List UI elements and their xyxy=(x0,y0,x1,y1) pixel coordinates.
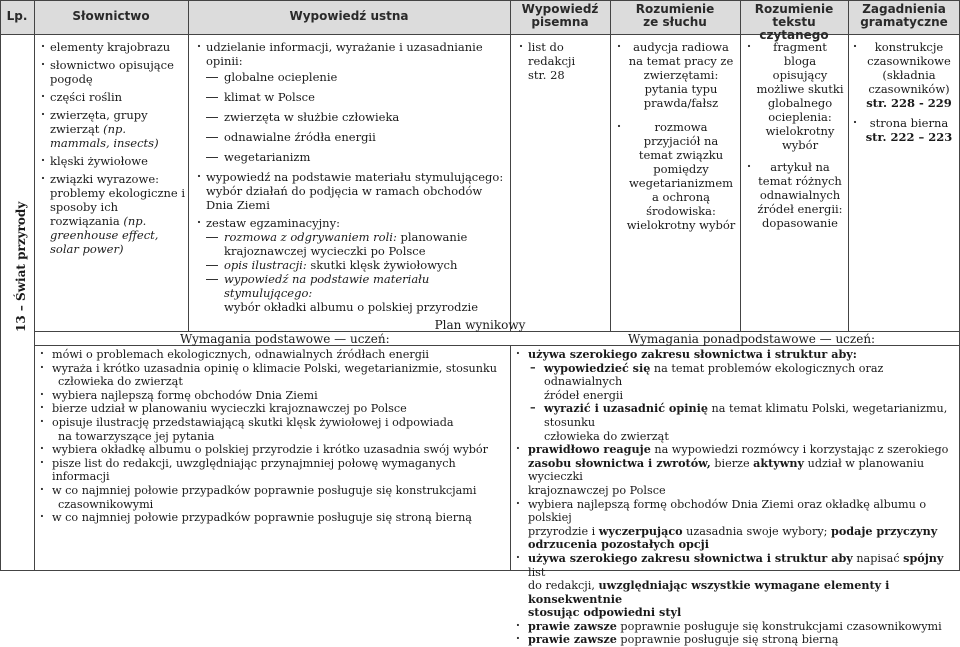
requirement-item: · prawie zawsze poprawnie posługuje się stroną bierną xyxy=(516,633,956,647)
topic-item: globalne ocieplenie xyxy=(202,70,506,84)
plan-title: Plan wynikowy xyxy=(434,318,526,332)
section-title: udzielanie informacji, wyrażanie i uzasadnianie opinii: xyxy=(206,40,483,68)
list-item: · artykuł na temat różnych odnawialnych źródeł energii: dopasowanie xyxy=(746,160,844,230)
requirement-item: człowieka do zwierząt xyxy=(58,375,183,389)
requirement-item: krajoznawczej po Polsce xyxy=(528,483,666,497)
requirement-item: · używa szerokiego zakresu słownictwa i struktur aby napisać spójny list xyxy=(516,552,956,579)
list-item: · słownictwo opisujące pogodę xyxy=(40,58,186,86)
italic-example: (np. greenhouse effect, solar power) xyxy=(50,214,159,256)
list-item: · klęski żywiołowe xyxy=(40,154,186,168)
list-item: · związki wyrazowe: problemy ekologiczne i sposoby ich rozwiązania (np. greenhouse effect, solar power) xyxy=(40,172,186,256)
list-item: · strona bierna str. 222 – 223 xyxy=(852,116,956,144)
list-item: · fragment bloga opisujący możliwe skutki globalnego ocieplenia: wielokrotny wybór xyxy=(746,40,844,152)
requirement-item: · pisze list do redakcji, uwzględniając przynajmniej połowę wymaganych informacji xyxy=(40,457,506,484)
requirement-item: przyrodzie i wyczerpująco uzasadnia swoje wybory; podaje przyczyny xyxy=(528,523,938,538)
topic-item: klimat w Polsce xyxy=(202,90,506,104)
requirement-item: · bierze udział w planowaniu wycieczki krajoznawczej po Polsce xyxy=(40,402,506,416)
exam-task: wypowiedź na podstawie materiału stymulującego: wybór okładki albumu o polskiej przyrodzie xyxy=(202,272,506,314)
requirement-item: źródeł energii xyxy=(544,388,624,402)
section-title: zestaw egzaminacyjny: xyxy=(206,216,340,230)
topic-item: wegetarianizm xyxy=(202,150,506,164)
requirement-item: czasownikowymi xyxy=(58,497,154,511)
grammar-cell xyxy=(852,40,956,148)
advanced-requirements xyxy=(516,348,956,647)
reading-cell xyxy=(746,40,844,234)
basic-requirements xyxy=(40,348,506,525)
requirement-item: odrzucenia pozostałych opcji xyxy=(528,537,709,552)
topic-item: zwierzęta w służbie człowieka xyxy=(202,110,506,124)
requirement-item: · mówi o problemach ekologicznych, odnawialnych źródłach energii xyxy=(40,348,506,362)
header-lp: Lp. xyxy=(6,9,28,23)
list-item: · rozmowa przyjaciół na temat związku pomiędzy wegetarianizmem a ochroną środowiska: wielokrotny wybór xyxy=(616,120,736,232)
requirement-item: · wybiera najlepszą formę obchodów Dnia Ziemi oraz okładkę albumu o polskiej xyxy=(516,498,956,525)
advanced-requirements-title: Wymagania ponadpodstawowe — uczeń: xyxy=(628,332,876,346)
listening-cell xyxy=(616,40,736,236)
requirement-item: · używa szerokiego zakresu słownictwa i struktur aby: xyxy=(516,348,956,362)
requirement-item: · opisuje ilustrację przedstawiającą skutki klęsk żywiołowej i odpowiada xyxy=(40,416,506,430)
requirement-item: do redakcji, uwzględniając wszystkie wymagane elementy i konsekwentnie xyxy=(528,578,890,606)
list-item: · elementy krajobrazu xyxy=(40,40,186,54)
list-item: · list do redakcji str. 28 xyxy=(518,40,608,82)
header-writing: Wypowiedź pisemna xyxy=(521,2,599,29)
list-item: · konstrukcje czasownikowe (składnia czasowników) str. 228 - 229 xyxy=(852,40,956,110)
header-vocabulary: Słownictwo xyxy=(72,9,150,23)
requirement-item: · w co najmniej połowie przypadków poprawnie posługuje się stroną bierną xyxy=(40,511,506,525)
exam-task: opis ilustracji: skutki klęsk żywiołowych xyxy=(202,258,506,272)
speaking-section-exam xyxy=(196,216,506,230)
writing-cell xyxy=(518,40,608,86)
header-reading: Rozumienie tekstu czytanego xyxy=(754,2,834,42)
exam-task: rozmowa z odgrywaniem roli: planowanie krajoznawczej wycieczki po Polsce xyxy=(202,230,506,258)
requirement-item: · wybiera najlepszą formę obchodów Dnia Ziemi xyxy=(40,389,506,403)
header-listening: Rozumienie ze słuchu xyxy=(635,2,715,29)
speaking-cell xyxy=(196,40,506,314)
requirement-item: człowieka do zwierząt xyxy=(544,429,669,443)
requirement-item: · wybiera okładkę albumu o polskiej przyrodzie i krótko uzasadnia swój wybór xyxy=(40,443,506,457)
list-item: · audycja radiowa na temat pracy ze zwierzętami: pytania typu prawda/fałsz xyxy=(616,40,736,110)
header-speaking: Wypowiedź ustna xyxy=(289,9,409,23)
speaking-section-opinions xyxy=(196,40,506,68)
requirement-item: – wyrazić i uzasadnić opinię na temat klimatu Polski, wegetarianizmu, stosunku xyxy=(516,402,956,429)
header-grammar: Zagadnienia gramatyczne xyxy=(860,2,948,29)
list-item: · części roślin xyxy=(40,90,186,104)
section-title: wypowiedź na podstawie materiału stymulującego: xyxy=(206,170,504,184)
requirement-item: · w co najmniej połowie przypadków poprawnie posługuje się konstrukcjami xyxy=(40,484,506,498)
requirement-item: na towarzyszące jej pytania xyxy=(58,429,215,443)
vocabulary-cell xyxy=(40,40,186,260)
requirement-item: – wypowiedzieć się na temat problemów ekologicznych oraz odnawialnych xyxy=(516,362,956,389)
speaking-section-stimulus xyxy=(196,170,506,212)
requirement-item: · prawie zawsze poprawnie posługuje się konstrukcjami czasownikowymi xyxy=(516,620,956,634)
requirement-item: · wyraża i krótko uzasadnia opinię o klimacie Polski, wegetarianizmie, stosunku xyxy=(40,362,506,376)
requirement-item: · prawidłowo reaguje na wypowiedzi rozmówcy i korzystając z szerokiego xyxy=(516,443,956,457)
requirement-item: zasobu słownictwa i zwrotów, bierze aktywny udział w planowaniu wycieczki xyxy=(528,455,925,484)
basic-requirements-title: Wymagania podstawowe — uczeń: xyxy=(180,332,390,346)
list-item: · zwierzęta, grupy zwierząt (np. mammals, insects) xyxy=(40,108,186,150)
section-text: wybór działań do podjęcia w ramach obchodów Dnia Ziemi xyxy=(206,184,483,212)
topic-item: odnawialne źródła energii xyxy=(202,130,506,144)
italic-example: (np. mammals, insects) xyxy=(50,122,159,150)
requirement-item: stosując odpowiedni styl xyxy=(528,605,682,620)
unit-label: 13 – Świat przyrody xyxy=(14,201,28,332)
